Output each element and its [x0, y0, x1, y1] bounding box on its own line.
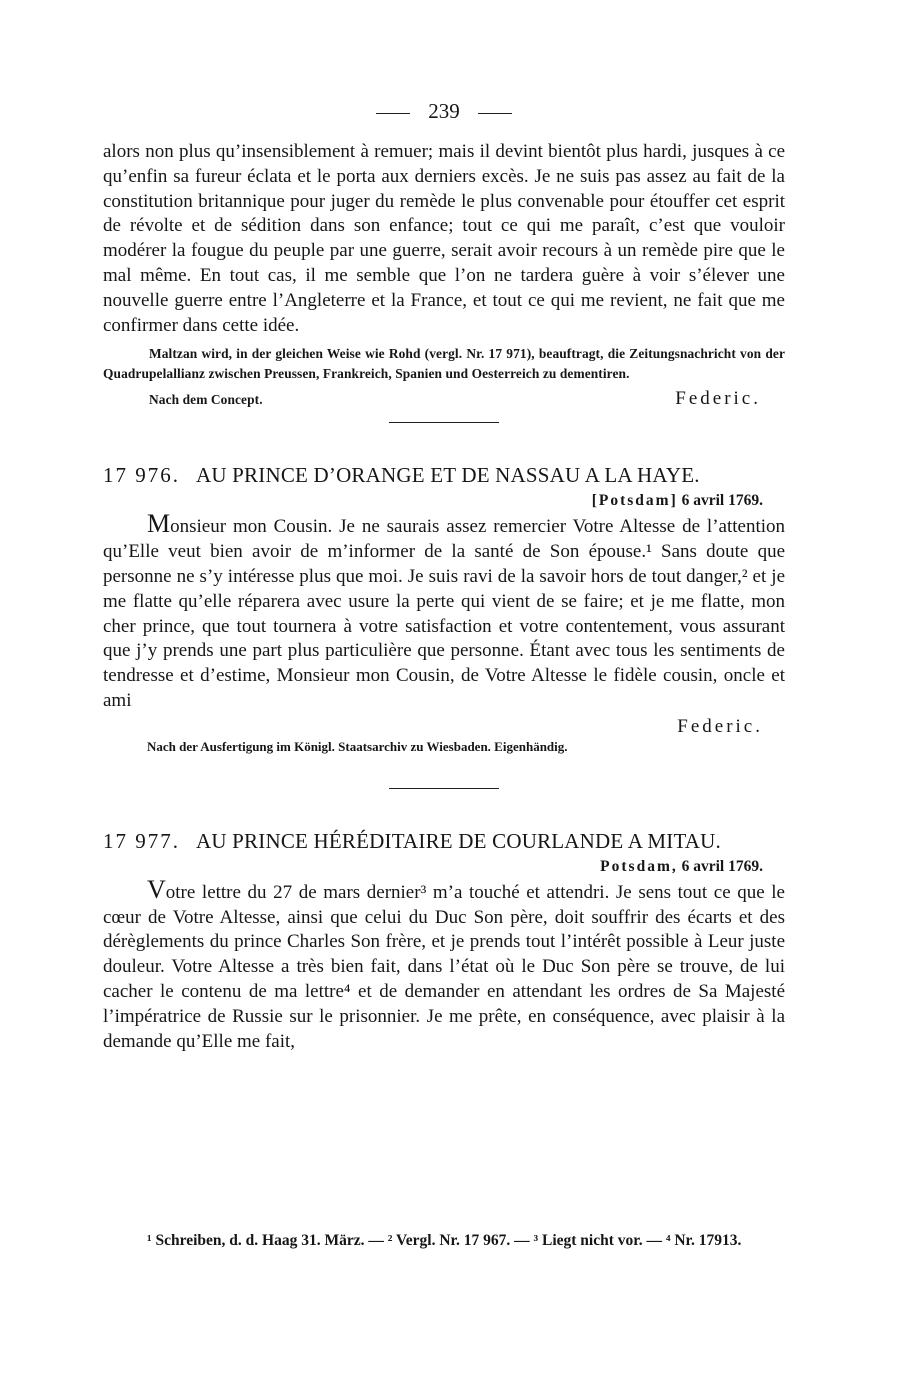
header-dash-right: [478, 113, 512, 114]
continuation-text: alors non plus qu’insensiblement à remuer; mais il devint bientôt plus hardi, jusques à ce qu’enfin sa fureur éclata et le porta aux derniers excès. Je ne suis pas assez au fait de la constitution britannique pour juger du remède le plus convenable pour étouffer cet esprit de révolte et de sédition dans son enfance; tout ce qui me paraît, c’est que vouloir modérer la fougue du peuple par une guerre, serait avoir recours à un remède pire que le mal même. En tout cas, il me semble que l’on ne tardera guère à voir s’élever une nouvelle guerre entre l’Angleterre et la France, et tout ce qui me revient, ne fait que me confirmer dans cette idée.: [103, 141, 785, 336]
header-dash-left: [376, 113, 410, 114]
section-divider: [389, 422, 499, 423]
page-content: [103, 96, 785, 1054]
dateline: [103, 858, 785, 876]
signature: Federic.: [677, 715, 763, 737]
dateline-place: [Potsdam]: [591, 492, 678, 510]
page-header: [103, 96, 785, 126]
letter-heading: [103, 463, 785, 488]
continuation-footer: [103, 388, 785, 410]
letter-title: AU PRINCE HÉRÉDITAIRE DE COURLANDE A MITAU.: [196, 828, 721, 853]
letter-heading: [103, 829, 785, 854]
editorial-remark: Maltzan wird, in der gleichen Weise wie Rohd (vergl. Nr. 17 971), beauftragt, die Zeitungsnachricht von der Quadrupelallianz zwischen Preussen, Frankreich, Spanien und Oesterreich zu dementiren.: [103, 346, 785, 382]
footnotes: ¹ Schreiben, d. d. Haag 31. März. — ² Vergl. Nr. 17 967. — ³ Liegt nicht vor. — ⁴ Nr. 17913.: [147, 1232, 742, 1249]
dateline-date: 6 avril 1769.: [681, 857, 763, 875]
letter-title: AU PRINCE D’ORANGE ET DE NASSAU A LA HAYE.: [196, 463, 700, 488]
letter-body: Votre lettre du 27 de mars dernier³ m’a touché et attendri. Je sens tout ce que le cœur de Votre Altesse, ainsi que celui du Duc Son père, doit souffrir des écarts et des dérèglements du prince Charles Son frère, et je prends tout l’intérêt possible à Leur juste douleur. Votre Altesse a très bien fait, dans l’état où le Duc Son père se trouve, de lui cacher le contenu de ma lettre⁴ et de demander en attendant les ordres de Sa Majesté l’impératrice de Russie sur le prisonnier. Je me prête, en conséquence, avec plaisir à la demande qu’Elle me fait,: [103, 874, 785, 1052]
source-note: Nach dem Concept.: [149, 392, 263, 408]
letter-number: 17 977.: [103, 828, 180, 853]
signature-line: [103, 716, 785, 738]
signature: Federic.: [675, 388, 761, 410]
dateline: [103, 492, 785, 510]
letter-number: 17 976.: [103, 463, 180, 488]
letter-body: Monsieur mon Cousin. Je ne saurais assez remercier Votre Altesse de l’attention qu’Elle veut bien avoir de m’informer de la santé de Son épouse.¹ Sans doute que personne ne s’y intéresse plus que moi. Je suis ravi de la savoir hors de tout danger,² et je me flatte qu’elle réparera avec usure la perte qui vient de se faire; et je me flatte, mon cher prince, que tout tournera à votre satisfaction et votre contentement, vous assurant que j’y prends une part plus particulière que personne. Étant avec tous les sentiments de tendresse et d’estime, Monsieur mon Cousin, de Votre Altesse le fidèle cousin, oncle et ami: [103, 509, 785, 711]
source-note: Nach der Ausfertigung im Königl. Staatsarchiv zu Wiesbaden. Eigenhändig.: [147, 738, 568, 754]
section-divider: [389, 788, 499, 789]
dateline-date: 6 avril 1769.: [681, 492, 763, 510]
page-number: 239: [428, 99, 460, 123]
dateline-place: Potsdam,: [600, 857, 678, 875]
